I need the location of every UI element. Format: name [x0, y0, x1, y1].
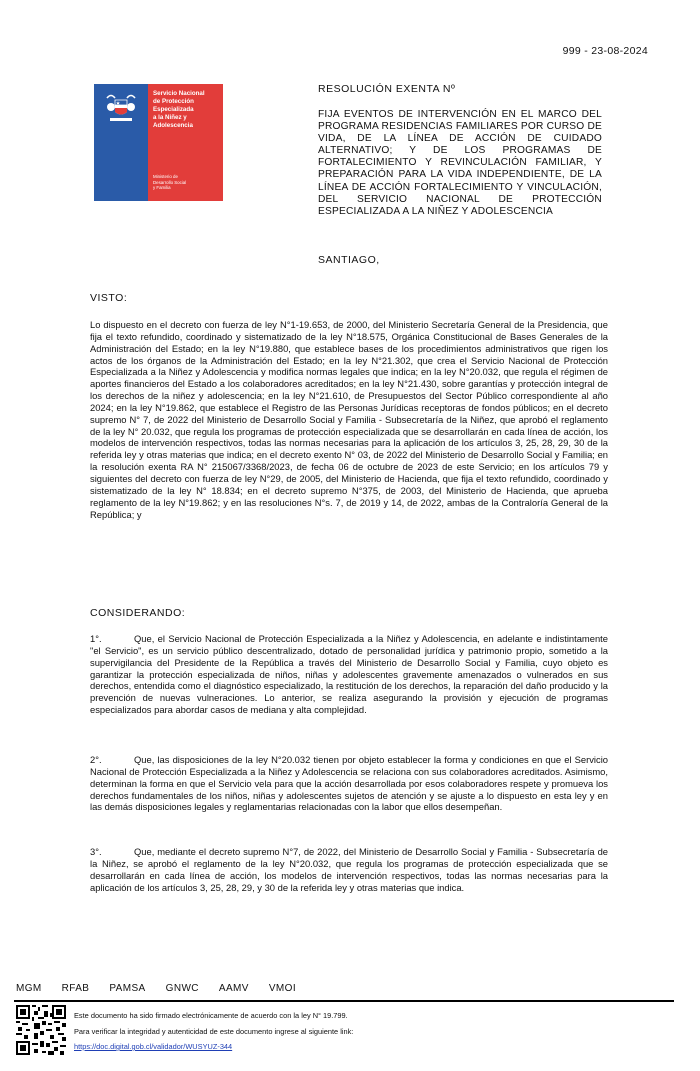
institution-logo [94, 84, 223, 201]
initials-code: PAMSA [109, 983, 146, 994]
considerando-item [90, 846, 608, 893]
resolution-subject: FIJA EVENTOS DE INTERVENCIÓN EN EL MARCO DEL PROGRAMA RESIDENCIAS FAMILIARES POR CURSO DE VIDA, DE LA LÍNEA DE ACCIÓN DE CUIDADO ALTERNATIVO; Y DE LOS PROGRAMAS DE FORTALECIMIENTO Y REVINCULACIÓN FAMILIAR, Y PREPARACIÓN PARA LA VIDA INDEPENDIENTE, DE LA LÍNEA DE ACCIÓN FORTALECIMIENTO Y VINCULACIÓN, DEL SERVICIO NACIONAL DE PROTECCIÓN ESPECIALIZADA A LA NIÑEZ Y ADOLESCENCIA [318, 109, 602, 217]
item-text: Que, el Servicio Nacional de Protección Especializada a la Niñez y Adolescencia, en adelante e indistintamente "el Servicio", es un servicio público descentralizado, dotado de personalidad jurídica y patrimonio propio, sometido a la supervigilancia del Presidente de la República a través del Ministerio de Desarrollo Social y Familia, cuyo objeto es garantizar la protección especializada de niños, niñas y adolescentes gravemente amenazados o vulnerados en sus derechos, entendida como el diagnóstico especializado, la restitución de los derechos, la reparación del daño producido y la prevención de nuevas vulneraciones. Lo anterior, se realiza asegurando la provisión y ejecución de programas especializados para abordar casos de mediana y alta complejidad. [90, 633, 608, 716]
visto-paragraph: Lo dispuesto en el decreto con fuerza de ley N°1-19.653, de 2000, del Ministerio Secretaría General de la Presidencia, que fija el texto refundido, coordinado y sistematizado de la ley N°18.575, Orgánica Constitucional de Bases Generales de la Administración del Estado; en la ley N°19.880, que establece bases de los procedimientos administrativos que rigen los actos de los órganos de la Administración del Estado; en la ley N°21.302, que crea el Servicio Nacional de Protección Especializada a la Niñez y Adolescencia y modifica normas legales que indica; en la ley N°20.032, que regula el régimen de aportes financieros del Estado a los colaboradores acreditados; en la ley N°21.430, sobre garantías y protección integral de los derechos de la niñez y adolescencia; en la ley N°21.610, de Presupuestos del Sector Público correspondiente al año 2024; en la ley N°19.862, que establece el Registro de las Personas Jurídicas receptoras de fondos públicos; en el decreto supremo N° 7, de 2022 del Ministerio de Desarrollo Social y Familia - Subsecretaría de la Niñez, que aprobó el reglamento de la ley N° 20.032, que regula los programas de protección especializada que se desarrollarán en cada línea de acción, los modelos de intervención respectivos, todas las normas necesarias para la aplicación de los artículos 3, 25, 28, 29, 30 de la referida ley y otras materias que indica; en el decreto exento N° 03, de 2022 del Ministerio de Desarrollo Social y Familia; en la resolución exenta RA N° 215067/3368/2023, de fecha 06 de octubre de 2023 de este Servicio; en los artículos 79 y siguientes del decreto con fuerza de ley N°29, de 2005, del Ministerio de Hacienda, que fija el texto refundido, coordinado y sistematizado de la ley N° 18.834; en el decreto supremo N°375, de 2003, del Ministerio de Hacienda, que aprueba reglamento de la ley N°19.862; y en las resoluciones N°s. 7, de 2019 y 14, de 2022, ambas de la Contraloría General de la República; y [90, 319, 608, 520]
initials-code: RFAB [61, 983, 90, 994]
logo-org-line: de Protección [153, 98, 194, 105]
item-number: 3°. [90, 846, 102, 857]
coat-of-arms-panel [94, 84, 148, 201]
resolution-title: RESOLUCIÓN EXENTA Nº [318, 83, 456, 95]
initials-codes [16, 983, 316, 994]
verification-link-row [74, 1042, 232, 1051]
logo-org-line: Especializada [153, 106, 194, 113]
footer-divider [14, 1000, 674, 1002]
item-number: 2°. [90, 754, 102, 765]
initials-code: AAMV [218, 983, 249, 994]
item-text: Que, mediante el decreto supremo N°7, de 2022, del Ministerio de Desarrollo Social y Familia - Subsecretaría de la Niñez, se aprobó el reglamento de la ley N°20.032, que regula los programas de protección especializada que se desarrollarán en cada línea de acción, los modelos de intervención respectivos, todas las normas necesarias para la aplicación de los artículos 3, 25, 28, 29, y 30 de la referida ley y otras materias que indica. [90, 846, 608, 893]
considerando-heading: CONSIDERANDO: [90, 607, 186, 619]
logo-org-line: Adolescencia [153, 122, 193, 129]
logo-ministry-line: y Familia [153, 185, 171, 191]
initials-code: MGM [16, 983, 42, 994]
coat-of-arms-icon [101, 90, 141, 128]
logo-org-line: Servicio Nacional [153, 90, 205, 97]
logo-ministry-line: Desarrollo Social [153, 179, 187, 185]
logo-text-panel [148, 84, 223, 201]
visto-heading: VISTO: [90, 292, 128, 304]
initials-code: VMOI [268, 983, 297, 994]
signature-statement: Este documento ha sido firmado electrónicamente de acuerdo con la ley N° 19.799. [74, 1011, 348, 1020]
verification-link[interactable]: https://doc.digital.gob.cl/validador/WUSYUZ-344 [74, 1042, 233, 1051]
logo-org-line: a la Niñez y [153, 114, 187, 121]
city-line: SANTIAGO, [318, 254, 380, 266]
considerando-item [90, 754, 608, 813]
considerando-item [90, 633, 608, 716]
resolution-number-date: 999 - 23-08-2024 [562, 45, 648, 57]
logo-ministry-line: Ministerio de [153, 174, 178, 179]
qr-code-icon[interactable] [16, 1005, 66, 1055]
initials-code: GNWC [165, 983, 199, 994]
verification-statement: Para verificar la integridad y autenticidad de este documento ingrese al siguiente link: [74, 1027, 354, 1036]
item-text: Que, las disposiciones de la ley N°20.032 tienen por objeto establecer la forma y condiciones en que el Servicio Nacional de Protección Especializada a la Niñez y Adolescencia se relaciona con sus colaboradores acreditados. Asimismo, determinan la forma en que el Servicio vela para que la acción desarrollada por esos colaboradores respete y promueva los derechos fundamentales de los niños, niñas y adolescentes sujetos de atención y se ajuste a lo dispuesto en esta ley y en las demás disposiciones legales y reglamentarias relacionadas con la labor que ellos desempeñan. [90, 754, 608, 813]
item-number: 1°. [90, 633, 102, 644]
